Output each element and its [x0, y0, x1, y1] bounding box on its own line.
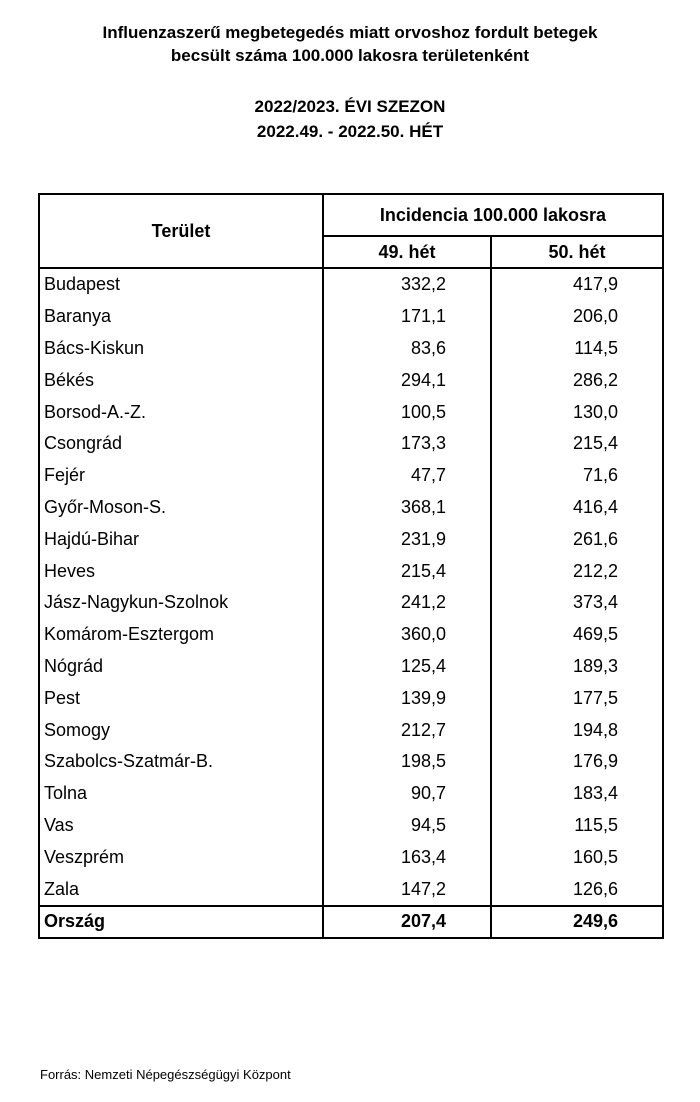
- table-row: [39, 619, 663, 651]
- region-cell: Hajdú-Bihar: [39, 523, 323, 555]
- season-title: 2022/2023. ÉVI SZEZON: [254, 97, 446, 116]
- week-49-cell: 47,7: [323, 460, 491, 492]
- week-49-cell: 90,7: [323, 778, 491, 810]
- incidence-table: [38, 193, 664, 939]
- week-50-cell: 261,6: [491, 523, 663, 555]
- region-cell: Bács-Kiskun: [39, 333, 323, 365]
- week-50-cell: 286,2: [491, 364, 663, 396]
- region-cell: Veszprém: [39, 841, 323, 873]
- week-49-cell: 147,2: [323, 873, 491, 906]
- table-row: [39, 778, 663, 810]
- week-49-cell: 163,4: [323, 841, 491, 873]
- total-week-49: 207,4: [323, 906, 491, 938]
- table-row: [39, 364, 663, 396]
- table-row: [39, 682, 663, 714]
- region-cell: Budapest: [39, 268, 323, 301]
- week-50-cell: 469,5: [491, 619, 663, 651]
- week-49-cell: 212,7: [323, 714, 491, 746]
- region-cell: Tolna: [39, 778, 323, 810]
- region-cell: Szabolcs-Szatmár-B.: [39, 746, 323, 778]
- week-50-cell: 71,6: [491, 460, 663, 492]
- week-50-cell: 176,9: [491, 746, 663, 778]
- region-cell: Heves: [39, 555, 323, 587]
- week-50-cell: 212,2: [491, 555, 663, 587]
- week-50-cell: 189,3: [491, 651, 663, 683]
- week-49-cell: 332,2: [323, 268, 491, 301]
- week-49-cell: 171,1: [323, 301, 491, 333]
- week-49-cell: 100,5: [323, 396, 491, 428]
- week-49-cell: 198,5: [323, 746, 491, 778]
- table-row: [39, 333, 663, 365]
- week-50-cell: 115,5: [491, 810, 663, 842]
- week-49-cell: 231,9: [323, 523, 491, 555]
- table-row: [39, 587, 663, 619]
- week-49-cell: 83,6: [323, 333, 491, 365]
- weeks-title: 2022.49. - 2022.50. HÉT: [256, 122, 444, 141]
- week-50-cell: 206,0: [491, 301, 663, 333]
- week-49-cell: 94,5: [323, 810, 491, 842]
- week-50-cell: 215,4: [491, 428, 663, 460]
- table-row: [39, 746, 663, 778]
- header-week-50: 50. hét: [491, 236, 663, 268]
- header-region: Terület: [39, 194, 323, 268]
- week-49-cell: 294,1: [323, 364, 491, 396]
- table-row: [39, 841, 663, 873]
- region-cell: Fejér: [39, 460, 323, 492]
- region-cell: Borsod-A.-Z.: [39, 396, 323, 428]
- table-row: [39, 873, 663, 906]
- title-line-2: becsült száma 100.000 lakosra területenként: [170, 46, 530, 65]
- week-50-cell: 160,5: [491, 841, 663, 873]
- week-49-cell: 360,0: [323, 619, 491, 651]
- table-row: [39, 810, 663, 842]
- table-row: [39, 396, 663, 428]
- table-row: [39, 523, 663, 555]
- week-49-cell: 241,2: [323, 587, 491, 619]
- table-row: [39, 268, 663, 301]
- title-line-1: Influenzaszerű megbetegedés miatt orvoshoz fordult betegek: [102, 23, 598, 42]
- total-week-50: 249,6: [491, 906, 663, 938]
- week-50-cell: 183,4: [491, 778, 663, 810]
- week-50-cell: 417,9: [491, 268, 663, 301]
- table-row: [39, 428, 663, 460]
- table-row: [39, 714, 663, 746]
- week-50-cell: 416,4: [491, 492, 663, 524]
- region-cell: Pest: [39, 682, 323, 714]
- region-cell: Nógrád: [39, 651, 323, 683]
- region-cell: Győr-Moson-S.: [39, 492, 323, 524]
- region-cell: Vas: [39, 810, 323, 842]
- header-week-49: 49. hét: [323, 236, 491, 268]
- week-49-cell: 215,4: [323, 555, 491, 587]
- table-row: [39, 492, 663, 524]
- table-row: [39, 555, 663, 587]
- source-note: Forrás: Nemzeti Népegészségügyi Központ: [40, 1067, 291, 1082]
- region-cell: Zala: [39, 873, 323, 906]
- header-incidence-group: Incidencia 100.000 lakosra: [323, 194, 663, 236]
- region-cell: Komárom-Esztergom: [39, 619, 323, 651]
- week-50-cell: 126,6: [491, 873, 663, 906]
- table-row: [39, 460, 663, 492]
- region-cell: Somogy: [39, 714, 323, 746]
- week-50-cell: 177,5: [491, 682, 663, 714]
- region-cell: Baranya: [39, 301, 323, 333]
- region-cell: Békés: [39, 364, 323, 396]
- total-region: Ország: [39, 906, 323, 938]
- week-50-cell: 194,8: [491, 714, 663, 746]
- week-49-cell: 173,3: [323, 428, 491, 460]
- total-row: [39, 906, 663, 938]
- week-50-cell: 373,4: [491, 587, 663, 619]
- week-50-cell: 130,0: [491, 396, 663, 428]
- week-50-cell: 114,5: [491, 333, 663, 365]
- table-row: [39, 301, 663, 333]
- week-49-cell: 125,4: [323, 651, 491, 683]
- region-cell: Jász-Nagykun-Szolnok: [39, 587, 323, 619]
- region-cell: Csongrád: [39, 428, 323, 460]
- week-49-cell: 139,9: [323, 682, 491, 714]
- week-49-cell: 368,1: [323, 492, 491, 524]
- table-row: [39, 651, 663, 683]
